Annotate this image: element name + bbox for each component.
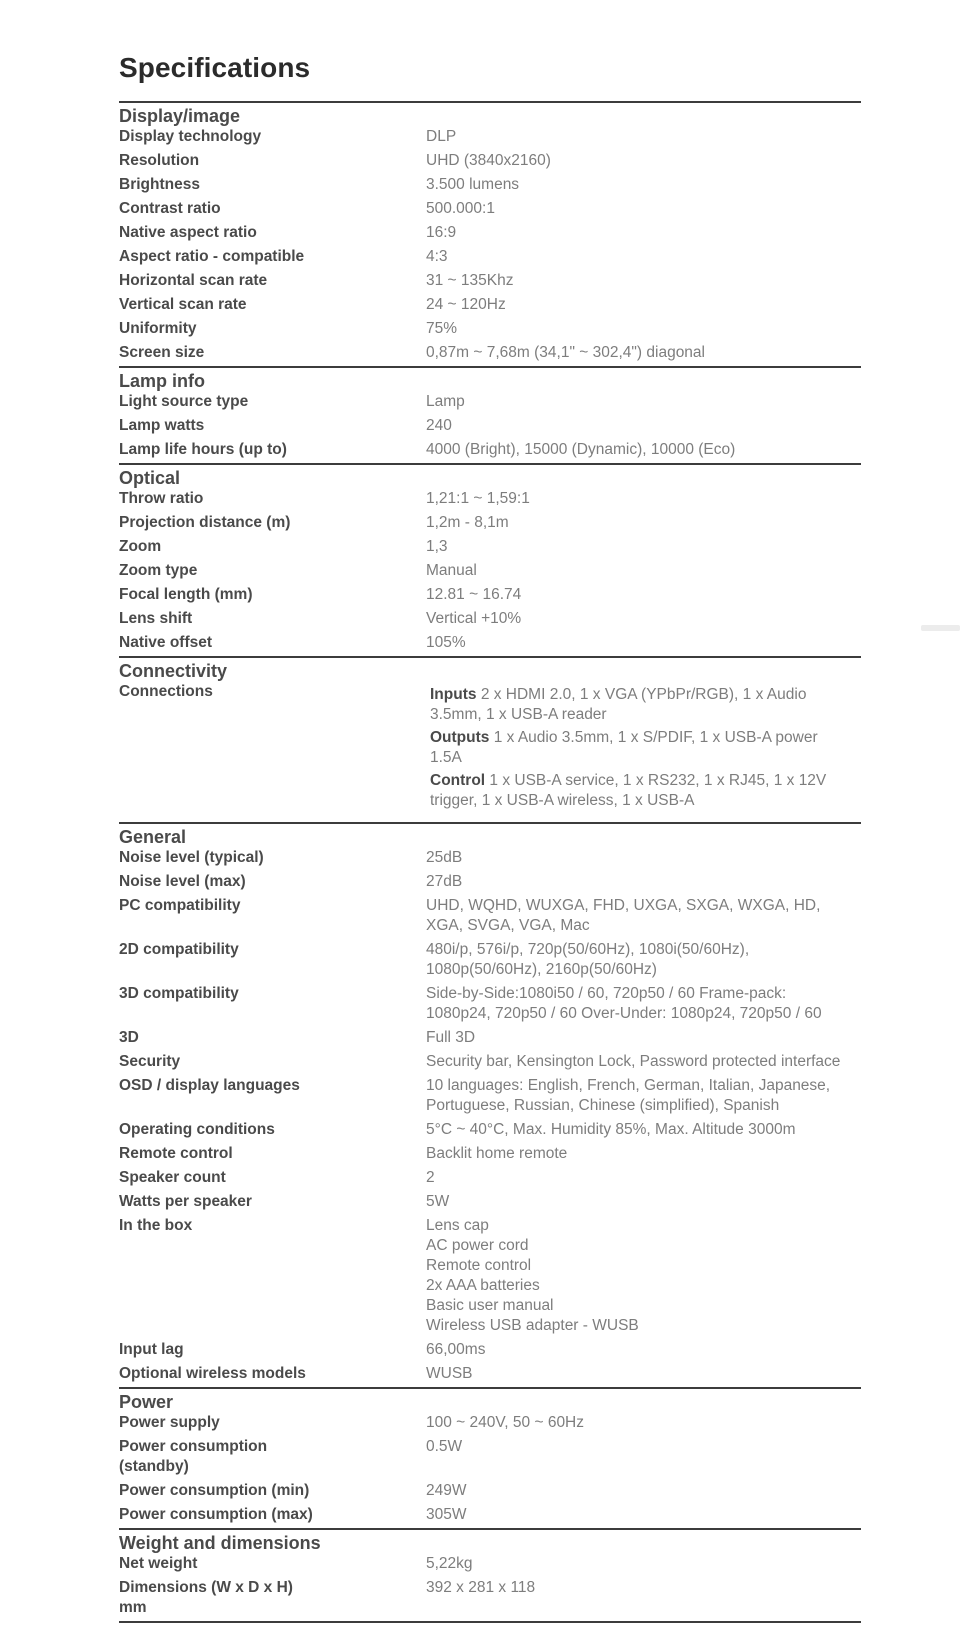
section-general xyxy=(119,822,861,1387)
spec-label: Optional wireless models xyxy=(119,1365,306,1382)
spec-label: Brightness xyxy=(119,176,200,193)
spec-label: Contrast ratio xyxy=(119,200,221,217)
spec-row xyxy=(119,1436,861,1480)
spec-row xyxy=(119,318,861,342)
value-line: 480i/p, 576i/p, 720p(50/60Hz), 1080i(50/60Hz), xyxy=(426,941,750,958)
spec-value: 24 ~ 120Hz xyxy=(426,296,506,313)
spec-row xyxy=(119,871,861,895)
connection-text: 1.5A xyxy=(430,749,462,766)
spec-label xyxy=(119,1436,426,1480)
spec-value xyxy=(426,681,861,814)
spec-label: Lamp watts xyxy=(119,417,205,434)
spec-row xyxy=(119,983,861,1027)
spec-value: 1,3 xyxy=(426,538,448,555)
value-line: 1080p24, 720p50 / 60 Over-Under: 1080p24, 720p50 / 60 xyxy=(426,1005,822,1022)
value-line: 2 xyxy=(426,1169,435,1186)
spec-value: 75% xyxy=(426,320,458,337)
value-line: Wireless USB adapter - WUSB xyxy=(426,1317,639,1334)
value-line: Lens cap xyxy=(426,1217,489,1234)
connection-text: 2 x HDMI 2.0, 1 x VGA (YPbPr/RGB), 1 x Audio xyxy=(480,686,807,703)
spec-value: 31 ~ 135Khz xyxy=(426,272,514,289)
spec-label: Watts per speaker xyxy=(119,1193,252,1210)
spec-label: Power consumption (min) xyxy=(119,1482,310,1499)
spec-row xyxy=(119,512,861,536)
value-line: Remote control xyxy=(426,1257,532,1274)
section-power xyxy=(119,1387,861,1528)
spec-value: 105% xyxy=(426,634,466,651)
section-heading: Lamp info xyxy=(119,371,205,391)
value-line: UHD, WQHD, WUXGA, FHD, UXGA, SXGA, WXGA, HD, xyxy=(426,897,821,914)
spec-value: 240 xyxy=(426,417,452,434)
spec-row xyxy=(119,1167,861,1191)
spec-label: Input lag xyxy=(119,1341,184,1358)
spec-value: Vertical +10% xyxy=(426,610,522,627)
spec-value: DLP xyxy=(426,128,457,145)
spec-label: Aspect ratio - compatible xyxy=(119,248,305,265)
spec-label: Lens shift xyxy=(119,610,193,627)
section-heading: Optical xyxy=(119,468,181,488)
spec-row xyxy=(119,1412,861,1436)
spec-row xyxy=(119,1577,861,1621)
spec-label: Focal length (mm) xyxy=(119,586,253,603)
value-line: 5°C ~ 40°C, Max. Humidity 85%, Max. Altitude 3000m xyxy=(426,1121,796,1138)
spec-row xyxy=(119,1191,861,1215)
spec-label: Power consumption (max) xyxy=(119,1506,313,1523)
value-line: 5W xyxy=(426,1193,450,1210)
connection-outputs xyxy=(426,728,861,768)
spec-row xyxy=(119,294,861,318)
value-line: XGA, SVGA, VGA, Mac xyxy=(426,917,590,934)
spec-row xyxy=(119,246,861,270)
spec-row xyxy=(119,584,861,608)
value-line: WUSB xyxy=(426,1365,473,1382)
spec-value: 249W xyxy=(426,1482,467,1499)
spec-row xyxy=(119,847,861,871)
spec-label: Zoom xyxy=(119,538,162,555)
spec-table xyxy=(119,101,861,1623)
spec-label: Power supply xyxy=(119,1414,220,1431)
spec-row xyxy=(119,270,861,294)
connection-key: Inputs xyxy=(430,686,477,703)
spec-row xyxy=(119,1027,861,1051)
connection-key: Control xyxy=(430,772,486,789)
spec-value: 1,21:1 ~ 1,59:1 xyxy=(426,490,530,507)
connection-inputs xyxy=(426,685,861,725)
spec-label: 3D compatibility xyxy=(119,985,239,1002)
spec-value xyxy=(426,1027,861,1051)
spec-row xyxy=(119,939,861,983)
connection-text: 1 x Audio 3.5mm, 1 x S/PDIF, 1 x USB-A power xyxy=(493,729,818,746)
connection-text: 1 x USB-A service, 1 x RS232, 1 x RJ45, 1 x 12V xyxy=(489,772,827,789)
value-line: Backlit home remote xyxy=(426,1145,568,1162)
spec-row xyxy=(119,1075,861,1119)
spec-row xyxy=(119,608,861,632)
spec-row xyxy=(119,1553,861,1577)
section-optical xyxy=(119,463,861,656)
spec-value: 12.81 ~ 16.74 xyxy=(426,586,522,603)
value-line: 25dB xyxy=(426,849,463,866)
spec-row xyxy=(119,222,861,246)
section-heading: Power xyxy=(119,1392,174,1412)
value-line: 27dB xyxy=(426,873,463,890)
spec-row xyxy=(119,174,861,198)
label-line: mm xyxy=(119,1599,147,1616)
spec-value xyxy=(426,1143,861,1167)
spec-value: Manual xyxy=(426,562,477,579)
spec-row xyxy=(119,632,861,656)
spec-row xyxy=(119,681,861,814)
spec-label: Security xyxy=(119,1053,181,1070)
spec-label: Projection distance (m) xyxy=(119,514,291,531)
spec-value xyxy=(426,1167,861,1191)
spec-label: Connections xyxy=(119,683,213,700)
spec-value: 4:3 xyxy=(426,248,448,265)
spec-label: Light source type xyxy=(119,393,249,410)
spec-label: Noise level (typical) xyxy=(119,849,264,866)
spec-value: 5,22kg xyxy=(426,1555,473,1572)
value-line: 66,00ms xyxy=(426,1341,486,1358)
spec-value xyxy=(426,1363,861,1387)
spec-row xyxy=(119,1480,861,1504)
spec-label: Screen size xyxy=(119,344,205,361)
spec-row xyxy=(119,150,861,174)
spec-value xyxy=(426,1215,861,1339)
value-line: Security bar, Kensington Lock, Password protected interface xyxy=(426,1053,841,1070)
value-line: Basic user manual xyxy=(426,1297,554,1314)
spec-value: 0.5W xyxy=(426,1438,463,1455)
spec-label: Noise level (max) xyxy=(119,873,246,890)
label-line: Dimensions (W x D x H) xyxy=(119,1579,293,1596)
spec-label: Remote control xyxy=(119,1145,233,1162)
spec-label: Speaker count xyxy=(119,1169,226,1186)
spec-label: Resolution xyxy=(119,152,200,169)
spec-row xyxy=(119,1339,861,1363)
spec-label: Native aspect ratio xyxy=(119,224,257,241)
spec-value xyxy=(426,983,861,1027)
section-heading: Display/image xyxy=(119,106,241,126)
spec-value: Lamp xyxy=(426,393,465,410)
spec-value: 16:9 xyxy=(426,224,457,241)
page-title: Specifications xyxy=(119,52,311,83)
spec-row xyxy=(119,415,861,439)
spec-row xyxy=(119,1051,861,1075)
section-connectivity xyxy=(119,656,861,822)
section-lamp xyxy=(119,366,861,463)
spec-label: PC compatibility xyxy=(119,897,241,914)
spec-label: Net weight xyxy=(119,1555,198,1572)
connection-text: 3.5mm, 1 x USB-A reader xyxy=(430,706,607,723)
spec-value: 4000 (Bright), 15000 (Dynamic), 10000 (Eco) xyxy=(426,441,736,458)
section-weight xyxy=(119,1528,861,1621)
spec-value: 3.500 lumens xyxy=(426,176,520,193)
spec-row xyxy=(119,439,861,463)
spec-row xyxy=(119,1363,861,1387)
connection-text: trigger, 1 x USB-A wireless, 1 x USB-A xyxy=(430,792,695,809)
spec-row xyxy=(119,342,861,366)
spec-value xyxy=(426,939,861,983)
connection-control xyxy=(426,771,861,811)
section-heading: Connectivity xyxy=(119,661,228,681)
spec-row xyxy=(119,1119,861,1143)
spec-label: 2D compatibility xyxy=(119,941,239,958)
label-line: (standby) xyxy=(119,1458,189,1475)
spec-value xyxy=(426,871,861,895)
spec-label: 3D xyxy=(119,1029,139,1046)
spec-row xyxy=(119,488,861,512)
spec-value xyxy=(426,1191,861,1215)
scroll-indicator[interactable] xyxy=(921,625,960,631)
value-line: 10 languages: English, French, German, Italian, Japanese, xyxy=(426,1077,831,1094)
section-heading: General xyxy=(119,827,187,847)
spec-row xyxy=(119,536,861,560)
spec-label: Throw ratio xyxy=(119,490,204,507)
spec-label xyxy=(119,1577,426,1621)
spec-row xyxy=(119,126,861,150)
spec-label: Lamp life hours (up to) xyxy=(119,441,287,458)
spec-row xyxy=(119,560,861,584)
spec-value xyxy=(426,1339,861,1363)
spec-row xyxy=(119,391,861,415)
spec-value xyxy=(426,895,861,939)
spec-row xyxy=(119,1215,861,1339)
spec-row xyxy=(119,1504,861,1528)
spec-value: 305W xyxy=(426,1506,467,1523)
spec-label: Uniformity xyxy=(119,320,197,337)
label-line: Power consumption xyxy=(119,1438,268,1455)
spec-value: 0,87m ~ 7,68m (34,1" ~ 302,4") diagonal xyxy=(426,344,705,361)
value-line: Portuguese, Russian, Chinese (simplified), Spanish xyxy=(426,1097,780,1114)
spec-row xyxy=(119,895,861,939)
value-line: 2x AAA batteries xyxy=(426,1277,540,1294)
value-line: Side-by-Side:1080i50 / 60, 720p50 / 60 Frame-pack: xyxy=(426,985,787,1002)
spec-label: Native offset xyxy=(119,634,213,651)
value-line: 1080p(50/60Hz), 2160p(50/60Hz) xyxy=(426,961,657,978)
connection-key: Outputs xyxy=(430,729,490,746)
spec-value: 100 ~ 240V, 50 ~ 60Hz xyxy=(426,1414,585,1431)
spec-label: Horizontal scan rate xyxy=(119,272,268,289)
spec-value xyxy=(426,1119,861,1143)
spec-label: OSD / display languages xyxy=(119,1077,300,1094)
spec-label: In the box xyxy=(119,1217,193,1234)
spec-label: Operating conditions xyxy=(119,1121,275,1138)
spec-label: Zoom type xyxy=(119,562,198,579)
spec-value xyxy=(426,847,861,871)
section-heading: Weight and dimensions xyxy=(119,1533,321,1553)
spec-label: Vertical scan rate xyxy=(119,296,247,313)
spec-value: UHD (3840x2160) xyxy=(426,152,551,169)
divider xyxy=(119,1621,861,1623)
spec-label: Display technology xyxy=(119,128,262,145)
spec-value xyxy=(426,1051,861,1075)
spec-row xyxy=(119,198,861,222)
value-line: Full 3D xyxy=(426,1029,476,1046)
spec-value: 1,2m - 8,1m xyxy=(426,514,509,531)
spec-value: 500.000:1 xyxy=(426,200,495,217)
section-display xyxy=(119,101,861,366)
spec-value xyxy=(426,1075,861,1119)
spec-value: 392 x 281 x 118 xyxy=(426,1579,536,1596)
spec-row xyxy=(119,1143,861,1167)
value-line: AC power cord xyxy=(426,1237,529,1254)
